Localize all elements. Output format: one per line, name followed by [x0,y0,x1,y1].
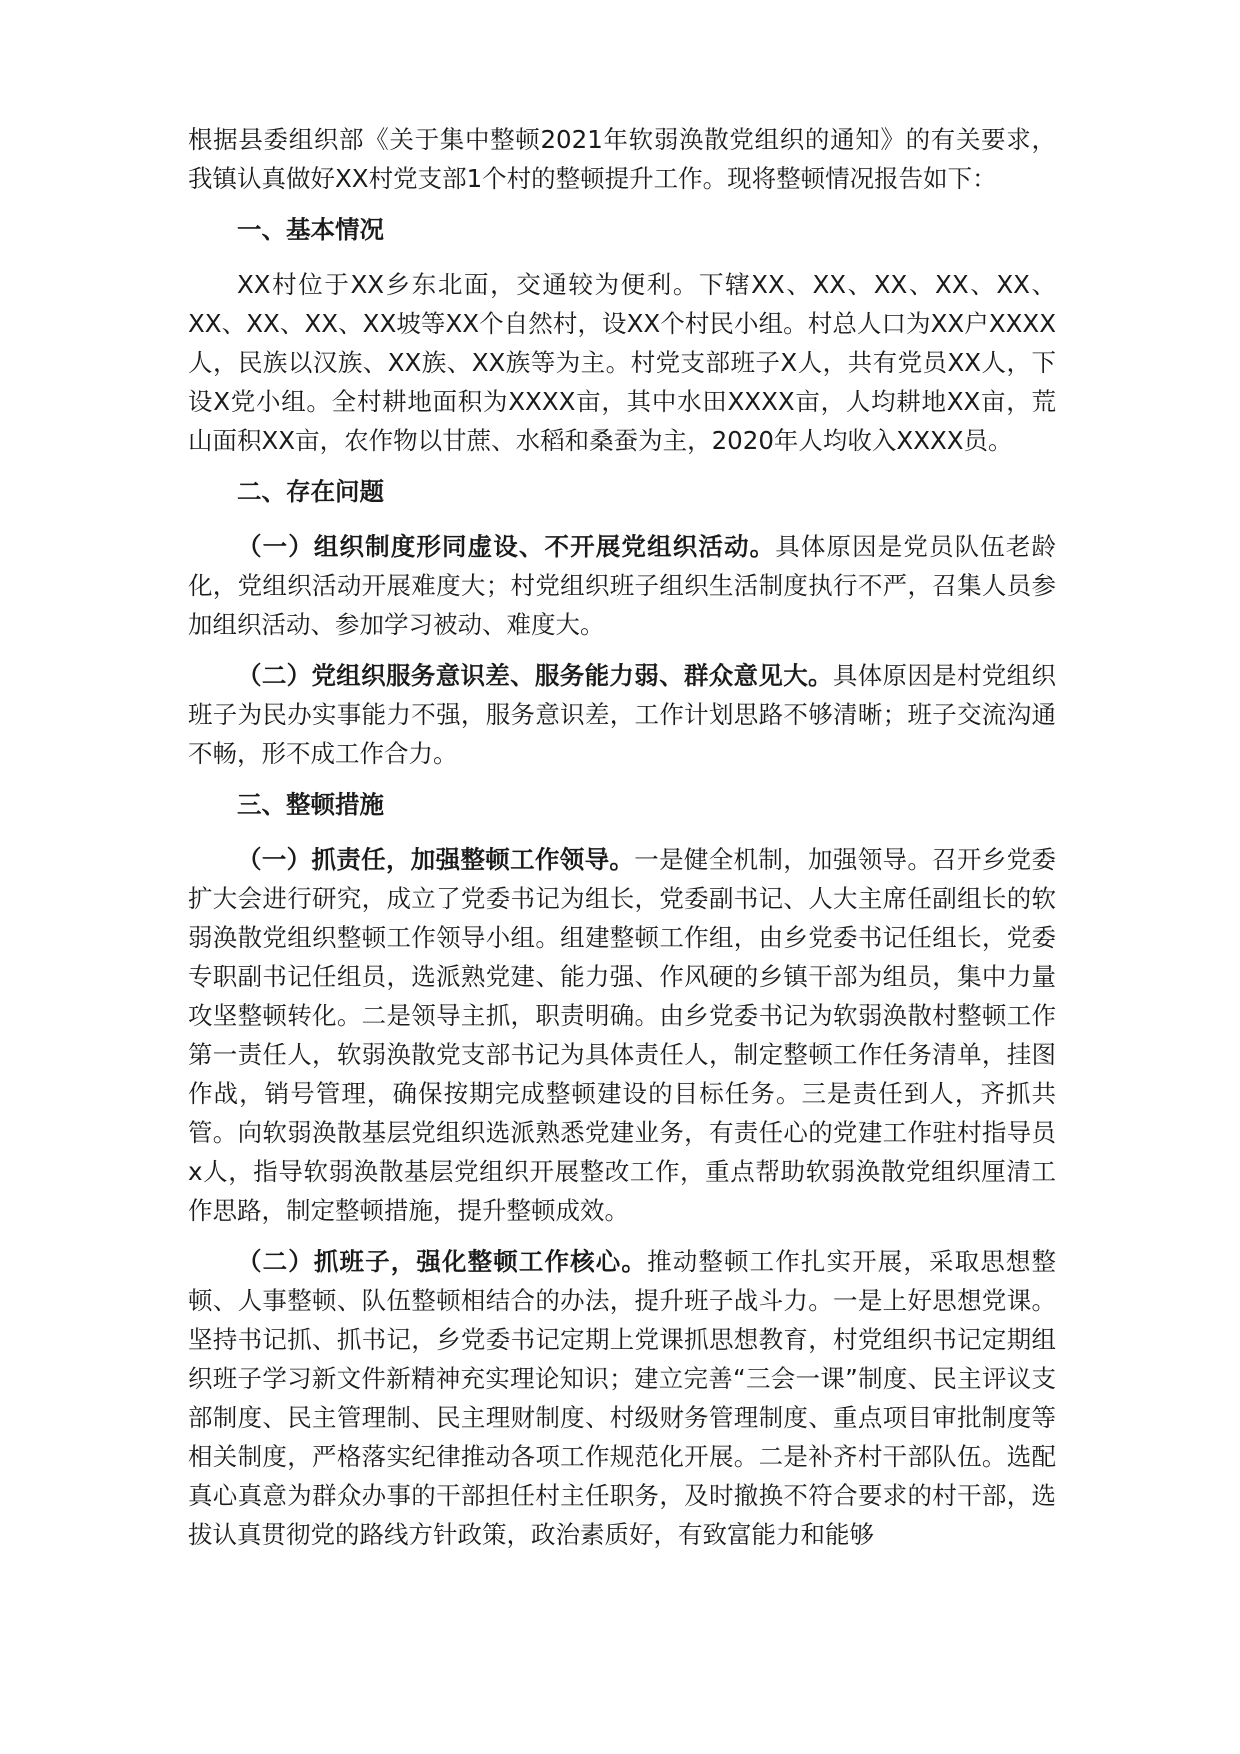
measure-item-2 [188,1242,1056,1554]
problem-item-1-text: 具体原因是党员队伍老龄化，党组织活动开展难度大；村党组织班子组织生活制度执行不严，召集人员参加组织活动、参加学习被动、难度大。 [188,532,1057,639]
basic-info-paragraph: XX村位于XX乡东北面，交通较为便利。下辖XX、XX、XX、XX、XX、XX、XX、XX、XX坡等XX个自然村，设XX个村民小组。村总人口为XX户XXXX人，民族以汉族、XX族、XX族等为主。村党支部班子X人，共有党员XX人，下设X党小组。全村耕地面积为XXXX亩，其中水田XXXX亩，人均耕地XX亩，荒山面积XX亩，农作物以甘蔗、水稻和桑蚕为主，2020年人均收入XXXX员。 [188,270,1056,455]
measure-item-2-text: 推动整顿工作扎实开展，采取思想整顿、人事整顿、队伍整顿相结合的办法，提升班子战斗力。一是上好思想党课。坚持书记抓、抓书记，乡党委书记定期上党课抓思想教育，村党组织书记定期组织班子学习新文件新精神充实理论知识；建立完善“三会一课”制度、民主评议支部制度、民主管理制、民主理财制度、村级财务管理制度、重点项目审批制度等相关制度，严格落实纪律推动各项工作规范化开展。二是补齐村干部队伍。选配真心真意为群众办事的干部担任村主任职务，及时撤换不符合要求的村干部，选拔认真贯彻党的路线方针政策，政治素质好，有致富能力和能够 [188,1247,1057,1549]
measure-item-1 [188,840,1056,1230]
section-heading-problems: 二、存在问题 [237,477,384,506]
problem-item-2 [188,656,1056,773]
problem-item-2-text: 具体原因是村党组织班子为民办实事能力不强，服务意识差，工作计划思路不够清晰；班子交流沟通不畅，形不成工作合力。 [188,661,1056,768]
measure-item-1-lead: （一）抓责任，加强整顿工作领导。 [237,845,635,874]
problem-item-1 [188,527,1056,644]
problem-item-2-lead: （二）党组织服务意识差、服务能力弱、群众意见大。 [237,661,833,690]
problem-item-1-lead: （一）组织制度形同虚设、不开展党组织活动。 [237,532,776,561]
section-heading-measures: 三、整顿措施 [237,790,384,819]
intro-paragraph: 根据县委组织部《关于集中整顿2021年软弱涣散党组织的通知》的有关要求，我镇认真做好XX村党支部1个村的整顿提升工作。现将整顿情况报告如下： [188,125,1056,193]
measure-item-1-text: 一是健全机制，加强领导。召开乡党委扩大会进行研究，成立了党委书记为组长，党委副书记、人大主席任副组长的软弱涣散党组织整顿工作领导小组。组建整顿工作组，由乡党委书记任组长，党委专职副书记任组员，选派熟党建、能力强、作风硬的乡镇干部为组员，集中力量攻坚整顿转化。二是领导主抓，职责明确。由乡党委书记为软弱涣散村整顿工作第一责任人，软弱涣散党支部书记为具体责任人，制定整顿工作任务清单，挂图作战，销号管理，确保按期完成整顿建设的目标任务。三是责任到人，齐抓共管。向软弱涣散基层党组织选派熟悉党建业务，有责任心的党建工作驻村指导员x人，指导软弱涣散基层党组织开展整改工作，重点帮助软弱涣散党组织厘清工作思路，制定整顿措施，提升整顿成效。 [188,845,1056,1225]
measure-item-2-lead: （二）抓班子，强化整顿工作核心。 [237,1247,648,1276]
document-page [188,120,1056,1566]
section-heading-basic: 一、基本情况 [237,215,384,244]
